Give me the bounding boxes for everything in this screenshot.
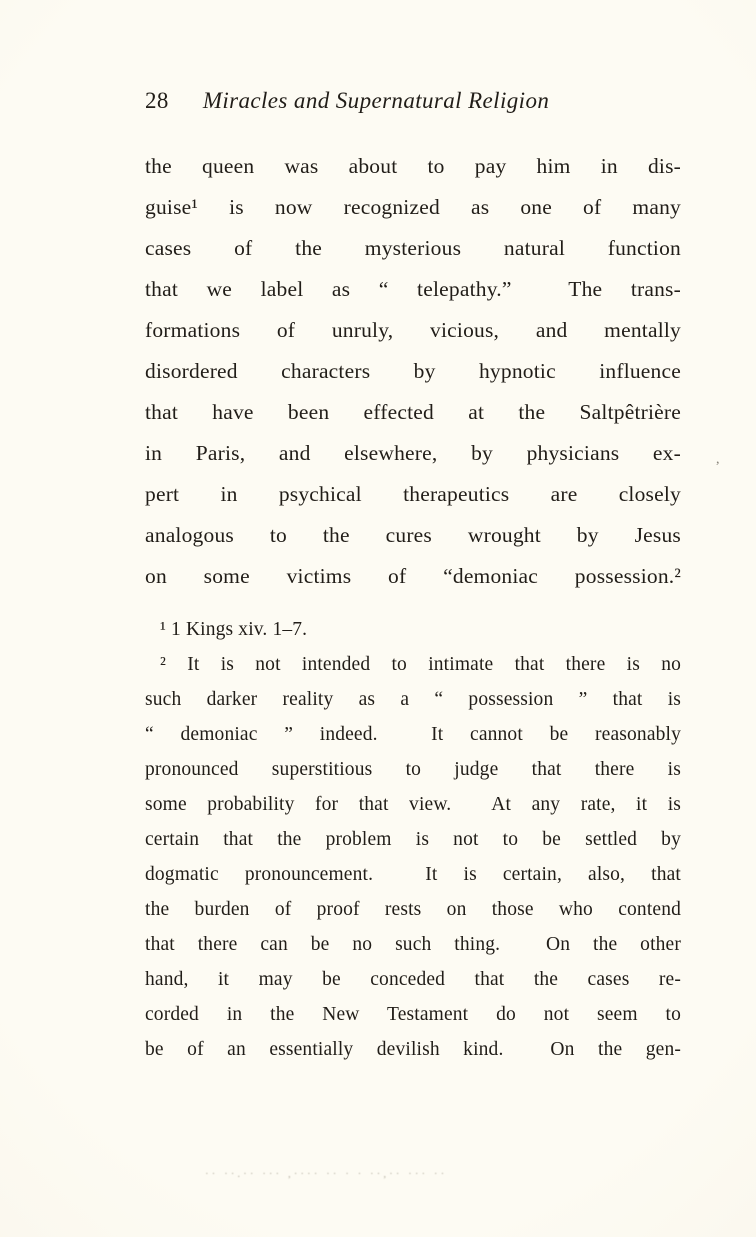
running-title: Miracles and Supernatural Religion — [202, 88, 550, 113]
body-line: cases of the mysterious natural function — [145, 236, 681, 260]
footnote-2-line: dogmatic pronouncement. It is certain, also, that — [145, 864, 681, 885]
footnotes — [145, 612, 681, 1067]
scan-artifact-smudge: ·· ··.·· ··· ,···· ·· · · ··,·· ··· ·· — [205, 1168, 448, 1180]
body-line: the queen was about to pay him in dis- — [145, 154, 681, 178]
body-line: on some victims of “demoniac possession.² — [145, 564, 681, 588]
footnote-2-line: hand, it may be conceded that the cases re- — [145, 969, 681, 990]
footnote-2-line: pronounced superstitious to judge that there is — [145, 759, 681, 780]
body-line: that we label as “ telepathy.” The trans- — [145, 277, 681, 301]
body-line: pert in psychical therapeutics are closely — [145, 482, 681, 506]
footnote-2-line: some probability for that view. At any rate, it is — [145, 794, 681, 815]
body-line: guise¹ is now recognized as one of many — [145, 195, 681, 219]
footnote-2-line: certain that the problem is not to be settled by — [145, 829, 681, 850]
footnote-2-line: ² It is not intended to intimate that there is no — [160, 654, 681, 675]
footnote-2-line: the burden of proof rests on those who contend — [145, 899, 681, 920]
footnote-2-line: be of an essentially devilish kind. On the gen- — [145, 1039, 681, 1060]
running-header — [145, 88, 680, 114]
footnote-2-line: “ demoniac ” indeed. It cannot be reasonably — [145, 724, 681, 745]
page-number: 28 — [145, 88, 169, 113]
body-line: in Paris, and elsewhere, by physicians ex- — [145, 441, 681, 465]
scan-artifact-speck: , — [716, 452, 720, 467]
footnote-2-line: that there can be no such thing. On the other — [145, 934, 681, 955]
body-line: disordered characters by hypnotic influence — [145, 359, 681, 383]
body-line: analogous to the cures wrought by Jesus — [145, 523, 681, 547]
footnote-1-line: ¹ 1 Kings xiv. 1–7. — [160, 619, 308, 640]
footnote-2-line: corded in the New Testament do not seem to — [145, 1004, 681, 1025]
body-line: formations of unruly, vicious, and mentally — [145, 318, 681, 342]
footnote-2-line: such darker reality as a “ possession ” that is — [145, 689, 681, 710]
body-text — [145, 146, 681, 597]
body-line: that have been effected at the Saltpêtrière — [145, 400, 681, 424]
